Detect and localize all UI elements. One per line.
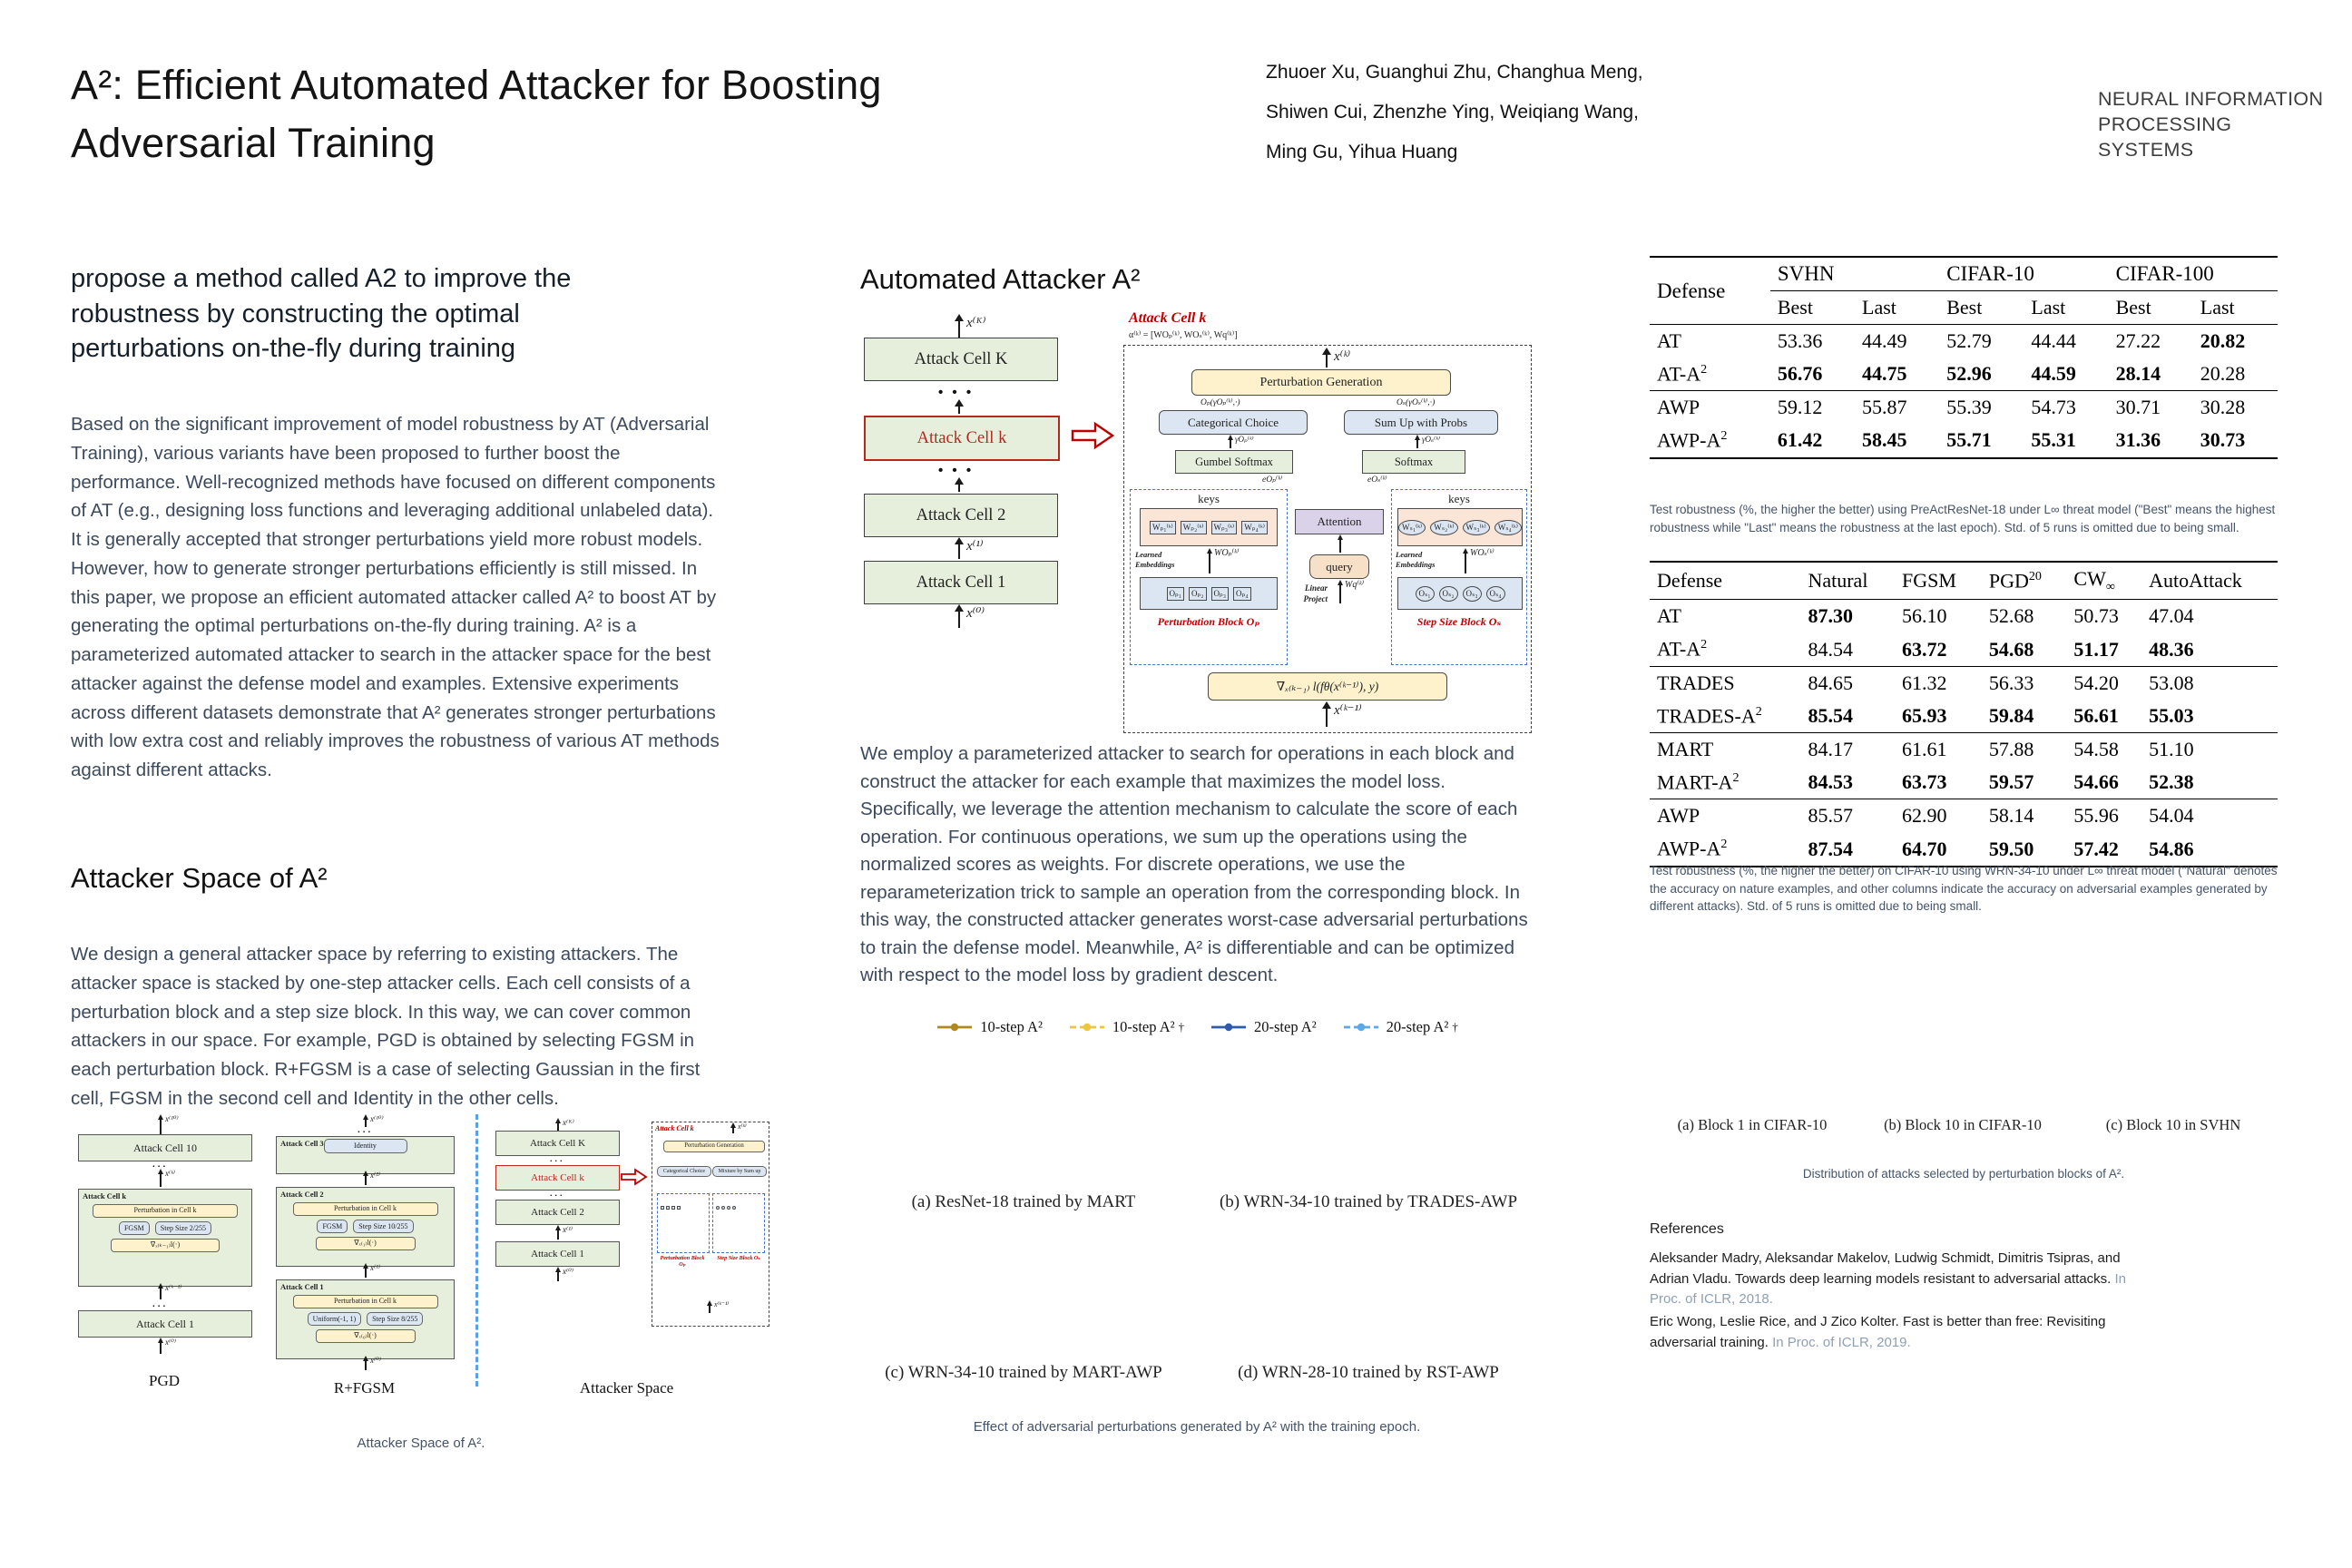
ops-s-box [1397,577,1523,610]
lead-statement: propose a method called A2 to improve the robustness by constructing the optimal perturbations on-the-fly during training [71,264,572,364]
table-row-label: AWP-$A^2$ [1657,837,1728,860]
list-item: Wₛ₁⁽ᵏ⁾ [1398,520,1426,535]
table-cell: 52.38 [2149,770,2194,794]
table-header: Natural [1800,562,1895,600]
reference-2: Eric Wong, Leslie Rice, and J Zico Kolter. Fast is better than free: Revisiting adversarial training. In Proc. of ICLR, 2019. [1650,1314,2106,1350]
table-cell: 87.30 [1808,604,1853,628]
table-cell: 59.57 [1988,770,2034,794]
table-cell: 47.04 [2149,604,2194,628]
table-cell: 56.61 [2073,703,2119,727]
line-chart-legend [860,1018,1534,1036]
section-title-attacker-space: Attacker Space of A² [71,862,328,894]
divider [475,1114,478,1387]
step-size-block: keys Wₛ₁⁽ᵏ⁾ Wₛ₂⁽ᵏ⁾ Wₛ₃⁽ᵏ⁾ Wₛ₄⁽ᵏ⁾ Learned Embeddings WOₛ⁽ᵏ⁾ Oₛ₁ Oₛ₂ Oₛ₃ Oₛ₄ Step Size Block Oₛ [1391,489,1527,665]
table-cell: 52.79 [1946,329,1992,352]
neurips-logo [1960,40,2332,185]
list-item: Wₛ₃⁽ᵏ⁾ [1463,520,1490,535]
table-cell: 54.73 [2024,391,2108,425]
table-row-label: TRADES [1650,666,1800,700]
query-box: query [1309,554,1369,579]
table-cell: 54.20 [2066,666,2141,700]
expand-arrow-icon [1071,419,1114,452]
table-cell: 55.96 [2066,799,2141,833]
space-cell-k: Attack Cell k [495,1165,620,1191]
neurips-logo-icon [1960,40,2101,183]
table-cell: 56.10 [1901,604,1947,628]
table-subheader: Best [1770,291,1855,325]
attention-box: Attention [1295,509,1384,534]
table-row-label: TRADES-$A^2$ [1657,703,1762,728]
softmax-box: Softmax [1362,450,1465,474]
table-cell: 54.58 [2066,733,2141,767]
perturbation-block: keys Wₚ₁⁽ᵏ⁾ Wₚ₂⁽ᵏ⁾ Wₚ₃⁽ᵏ⁾ Wₚ₄⁽ᵏ⁾ Learned Embeddings WOₚ⁽ᵏ⁾ Oₚ₁ Oₚ₂ Oₚ₃ Oₚ₄ Perturbation Block Oₚ [1130,489,1288,665]
chart-caption-a: (a) ResNet-18 trained by MART [911,1192,1136,1211]
attacker-space-text: We design a general attacker space by referring to existing attackers. The attacker space is stacked by one-step attacker cells. Each cell consists of a perturbation block and a step size block. In this way, we can cover common attackers in our space. For example, PGD is obtained by selecting FGSM in each perturbation block. R+FGSM is a case of selecting Gaussian in the first cell, FGSM in the second cell and Identity in the other cells. [71,944,701,1109]
chart-mart-awp [860,1223,1187,1359]
table-cell: 85.57 [1800,799,1895,833]
detail-alpha-formula: α⁽ᵏ⁾ = [WOₚ⁽ᵏ⁾, WOₛ⁽ᵏ⁾, Wq⁽ᵏ⁾] [1129,330,1238,340]
space-cell-1: Attack Cell 1 [495,1241,620,1267]
table-cell: 44.44 [2031,329,2076,352]
table-header: $CW_\infty$ [2066,562,2141,600]
table-cell: 59.50 [1988,837,2034,860]
table-group-header: SVHN [1770,257,1939,291]
table-cell: 30.73 [2200,428,2246,452]
rfgsm-cell-2: Attack Cell 2 Perturbation in Cell k FGSM Step Size 10/255 ∇ₓ₍₁₎l(·) [276,1187,455,1267]
attacker-space-figure: x⁽¹⁰⁾ Attack Cell 10 ... x⁽ᵏ⁾ Attack Cell k Perturbation in Cell k FGSM Step Size 2/255 ∇ₓ₍ₖ₋₁₎l(·) x⁽ᵏ⁻¹⁾ ... Attack Cell 1 x⁽⁰⁾ PGD x⁽¹⁰⁾ ... Attack Cell 3 Identity x⁽²⁾ Attack Cell 2 Perturbation in Cell k FGSM Step Size 10/255 ∇ₓ₍₁₎l(·) x⁽¹⁾ Attack Cell 1 Perturbation in Cell k Uniform(-1, 1) Step Size 8/255 ∇ₓ₍₀₎l(·) x⁽⁰⁾ R+FGSM x⁽ᴷ⁾ Attack Cell K ... Attack Cell k ... Attack Cell 2 x⁽¹⁾ Attack Cell 1 x⁽⁰⁾ Attack Cell k x⁽ᵏ⁾ Perturbation Generation Categorical Choice Mixture by Sum up Perturbation Block Oₚ Step Size Block Oₛ x⁽ᵏ⁻¹⁾ Attacker Space [71,1114,771,1432]
list-item: Wₛ₂⁽ᵏ⁾ [1430,520,1457,535]
table-header: PGD$^{20}$ [1982,562,2067,600]
table-row-label: AWP [1650,391,1770,425]
table-cell: 65.93 [1901,703,1947,727]
table-cell: 54.86 [2149,837,2194,860]
table-cell: 55.03 [2149,703,2194,727]
table-cell: 55.71 [1946,428,1992,452]
table-cell: 56.33 [1982,666,2067,700]
authors-line: Zhuoer Xu, Guanghui Zhu, Changhua Meng, [1266,62,1643,83]
list-item: Oₛ₁ [1416,586,1435,602]
list-item: Oₛ₂ [1439,586,1458,602]
section-title-automated-attacker: Automated Attacker A² [860,263,1141,295]
table-subheader: Last [1855,291,1939,325]
chart-caption-c: (c) WRN-34-10 trained by MART-AWP [885,1363,1162,1382]
table-row-label: MART [1650,733,1800,767]
attacker-space-figure-caption: Attacker Space of A². [357,1436,485,1451]
categorical-choice-box: Categorical Choice [1159,410,1308,435]
ops-p-box [1140,577,1278,610]
expand-arrow-icon [621,1167,648,1187]
detail-title: Attack Cell k [1129,310,1207,326]
rfgsm-label: R+FGSM [333,1379,396,1396]
gradient-box: ∇ₓ₍ₖ₋₁₎ l(fθ(x⁽ᵏ⁻¹⁾), y) [1208,672,1447,701]
reference-1: Aleksander Madry, Aleksandar Makelov, Ludwig Schmidt, Dimitris Tsipras, and Adrian Vladu. Towards deep learning models resistant to adversarial attacks. In Proc. of ICLR, 2018. [1650,1250,2127,1307]
table-header-defense: Defense [1650,257,1770,325]
mini-perturbation-block [657,1193,710,1253]
dist-caption-a: (a) Block 1 in CIFAR-10 [1677,1116,1828,1133]
chart-caption-d: (d) WRN-28-10 trained by RST-AWP [1238,1363,1499,1382]
method-paragraph: We employ a parameterized attacker to search for operations in each block and construct the attacker for each example that maximizes the model loss. Specifically, we leverage the attention mechanism to calculate the score of each operation. For continuous operations, we sum up the operations using the normalized scores as weights. For discrete operations, we use the reparameterization trick to sample an operation from the corresponding block. In this way, the constructed attacker generates worst-case adversarial perturbations to train the defense model. Meanwhile, A² is differentiable and can be optimized with respect to the model loss by gradient descent. [860,743,1528,986]
list-item: Oₛ₃ [1463,586,1482,602]
pgd-cell-1: Attack Cell 1 [78,1310,252,1338]
table-subheader: Best [2109,291,2193,325]
table-row-label: AT [1657,604,1681,628]
attacker-space-label: Attacker Space [579,1379,674,1396]
table-cell: 44.49 [1862,329,1907,352]
legend-label: 10-step A² [1112,1018,1175,1035]
pgd-label: PGD [148,1372,180,1389]
rfgsm-cell-3: Attack Cell 3 Identity [276,1136,455,1174]
distribution-chart-block10-cifar10 [1862,958,2063,1112]
table-cell: 61.32 [1895,666,1982,700]
table-cell: 59.84 [1988,703,2034,727]
table-cell: 20.82 [2200,329,2246,352]
table-header: FGSM [1895,562,1982,600]
list-item: Wₚ₁⁽ᵏ⁾ [1150,521,1176,534]
table-row-label: $AT-A^2$ [1657,362,1708,386]
qr-code [2174,1410,2298,1534]
perturbation-generation-box: Perturbation Generation [1191,369,1451,396]
legend-label: 10-step A² [980,1018,1043,1035]
list-item: Oₚ₃ [1211,587,1230,601]
robustness-table-attacks [1650,561,2278,867]
table-cell: 55.31 [2031,428,2076,452]
sum-up-box: Sum Up with Probs [1344,410,1498,435]
table-subheader: Best [1939,291,2024,325]
table-cell: 44.75 [1862,362,1907,386]
table-group-header: CIFAR-100 [2109,257,2278,291]
keys-s-box [1397,508,1523,546]
table-cell: 55.87 [1855,391,1939,425]
list-item: Wₚ₄⁽ᵏ⁾ [1241,521,1268,534]
table-header: AutoAttack [2141,562,2278,600]
table-cell: 57.88 [1982,733,2067,767]
table-cell: 87.54 [1808,837,1853,860]
chart-rst-awp [1205,1223,1532,1359]
space-cell-K: Attack Cell K [495,1131,620,1156]
table-cell: 27.22 [2115,329,2161,352]
table-subheader: Last [2193,291,2278,325]
table-cell: 50.73 [2073,604,2119,628]
chart-trades-awp [1205,1053,1532,1189]
gumbel-softmax-box: Gumbel Softmax [1175,450,1293,474]
table-cell: 56.76 [1777,362,1823,386]
table-cell: 51.17 [2073,637,2119,661]
mini-ops-p [661,1206,681,1210]
table-cell: 59.12 [1770,391,1855,425]
table-cell: 44.59 [2031,362,2076,386]
table-cell: 61.42 [1777,428,1823,452]
table-cell: 30.71 [2109,391,2193,425]
dist-caption-b: (b) Block 10 in CIFAR-10 [1884,1116,2042,1133]
attack-cell-K: Attack Cell K [864,338,1058,381]
legend-label: 20-step A² [1254,1018,1317,1035]
authors-line: Shiwen Cui, Zhenzhe Ying, Weiqiang Wang, [1266,102,1639,123]
rfgsm-cell-1: Attack Cell 1 Perturbation in Cell k Uniform(-1, 1) Step Size 8/255 ∇ₓ₍₀₎l(·) [276,1279,455,1359]
mini-step-size-block [712,1193,765,1253]
legend-item [1068,1018,1184,1036]
mini-ops-s [716,1206,736,1210]
table-row-label: AWP-$A^2$ [1657,428,1728,452]
chart-mart [860,1053,1187,1189]
table-row-label: AWP [1650,799,1800,833]
table-cell: 85.54 [1808,703,1853,727]
table-cell: 31.36 [2115,428,2161,452]
legend-item [1210,1018,1317,1036]
table-cell: 51.10 [2141,733,2278,767]
abstract-text: Based on the significant improvement of model robustness by AT (Adversarial Training), various variants have been proposed to further boost the performance. Well-recognized methods have focused on different components of AT (e.g., designing loss functions and leveraging additional unlabeled data). It is generally accepted that stronger perturbations yield more robust models. However, how to generate stronger perturbations efficiently is still missed. In this paper, we propose an efficient automated attacker called A² to boost AT by generating the optimal perturbations on-the-fly during training. A² is a parameterized automated attacker to search in the attacker space for the best attacker against the defense model and examples. Extensive experiments across different datasets demonstrate that A² generates stronger perturbations with low extra cost and reliably improves the robustness of various AT methods against different attacks. [71,414,720,781]
legend-label: 20-step A² [1386,1018,1449,1035]
attack-cell-1: Attack Cell 1 [864,561,1058,604]
table-cell: 55.39 [1939,391,2024,425]
chart-caption-b: (b) WRN-34-10 trained by TRADES-AWP [1219,1192,1518,1211]
table-row-label: $AT-A^2$ [1657,637,1708,661]
neurips-logo-text: NEURAL INFORMATION PROCESSING SYSTEMS [2098,88,2324,161]
table-header: Defense [1650,562,1800,600]
dist-caption-c: (c) Block 10 in SVHN [2105,1116,2241,1133]
reference-1-venue: In Proc. of ICLR, 2018. [1650,1270,2127,1307]
reference-2-venue: In Proc. of ICLR, 2019. [1772,1334,1911,1350]
table-group-header: CIFAR-10 [1939,257,2108,291]
table-cell: 54.04 [2141,799,2278,833]
table-cell: 63.72 [1901,637,1947,661]
table-cell: 28.14 [2115,362,2161,386]
references-title: References [1650,1221,1724,1237]
table-cell: 84.17 [1800,733,1895,767]
attack-cell-2: Attack Cell 2 [864,494,1058,537]
list-item: Wₛ₄⁽ᵏ⁾ [1494,520,1522,535]
table-subheader: Last [2024,291,2108,325]
table-cell: 54.66 [2073,770,2119,794]
table-cell: 84.53 [1808,770,1853,794]
space-detail-box: Attack Cell k x⁽ᵏ⁾ Perturbation Generation Categorical Choice Mixture by Sum up Perturbation Block Oₚ Step Size Block Oₛ x⁽ᵏ⁻¹⁾ [652,1122,769,1327]
table-cell: 20.28 [2200,362,2246,386]
list-item: Oₛ₄ [1486,586,1505,602]
pgd-cell-k: Attack Cell k Perturbation in Cell k FGSM Step Size 2/255 ∇ₓ₍ₖ₋₁₎l(·) [78,1189,252,1287]
attack-cell-k: Attack Cell k [864,416,1060,461]
table-cell: 53.08 [2141,666,2278,700]
legend-item [1342,1018,1458,1036]
table-row-label: MART-$A^2$ [1657,770,1740,794]
legend-item [936,1018,1043,1036]
legend-dagger: † [1452,1020,1458,1034]
legend-dagger: † [1178,1020,1184,1034]
table-cell: 54.68 [1988,637,2034,661]
table-cell: 30.28 [2193,391,2278,425]
architecture-figure: x⁽ᴷ⁾ Attack Cell K • • • Attack Cell k • • • Attack Cell 2 x⁽¹⁾ Attack Cell 1 x⁽⁰⁾ Attack Cell k α⁽ᵏ⁾ = [WOₚ⁽ᵏ⁾, WOₛ⁽ᵏ⁾, Wq⁽ᵏ⁾] x⁽ᵏ⁾ Perturbation Generation Oₚ(γOₚ⁽ᵏ⁾,·) Oₛ(γOₛ⁽ᵏ⁾,·) Categorical Choice Sum Up with Probs γOₚ⁽ᵏ⁾ γOₛ⁽ᵏ⁾ Gumbel Softmax Softmax eOₚ⁽ᵏ⁾ eOₛ⁽ᵏ⁾ keys Wₚ₁⁽ᵏ⁾ Wₚ₂⁽ᵏ⁾ Wₚ₃⁽ᵏ⁾ Wₚ₄⁽ᵏ⁾ Learned Embeddings WOₚ⁽ᵏ⁾ Oₚ₁ Oₚ₂ Oₚ₃ Oₚ₄ Perturbation Block Oₚ Attention query Linear Project Wq⁽ᵏ⁾ keys Wₛ₁⁽ᵏ⁾ Wₛ₂⁽ᵏ⁾ Wₛ₃⁽ᵏ⁾ Wₛ₄⁽ᵏ⁾ Learned Embeddings WOₛ⁽ᵏ⁾ Oₛ₁ Oₛ₂ Oₛ₃ Oₛ₄ Step Size Block Oₛ ∇ₓ₍ₖ₋₁₎ l(fθ(x⁽ᵏ⁻¹⁾), y) x⁽ᵏ⁻¹⁾ [860,309,1534,737]
space-cell-2: Attack Cell 2 [495,1200,620,1225]
table-cell: 48.36 [2149,637,2194,661]
line-charts-caption: Effect of adversarial perturbations generated by A² with the training epoch. [973,1419,1421,1435]
table1-caption: Test robustness (%, the higher the better) using PreActResNet-18 under L∞ threat model ("Best" means the highest robustness while "Last" means the robustness at the last epoch). Std. of 5 runs is omitted due to being small. [1650,503,2276,534]
distribution-chart-block10-svhn [2073,958,2274,1112]
table-cell: 58.45 [1862,428,1907,452]
list-item: Oₚ₄ [1233,587,1251,601]
table-cell: 52.68 [1988,604,2034,628]
list-item: Oₚ₁ [1167,587,1185,601]
table-cell: 64.70 [1901,837,1947,860]
pgd-cell-10: Attack Cell 10 [78,1134,252,1161]
table-cell: 57.42 [2073,837,2119,860]
table-cell: 84.65 [1800,666,1895,700]
table-cell: 53.36 [1777,329,1823,352]
distribution-chart-block1-cifar10 [1651,958,1853,1112]
keys-p-box [1140,508,1278,546]
attack-cell-k-detail: x⁽ᵏ⁾ Perturbation Generation Oₚ(γOₚ⁽ᵏ⁾,·) Oₛ(γOₛ⁽ᵏ⁾,·) Categorical Choice Sum Up with Probs γOₚ⁽ᵏ⁾ γOₛ⁽ᵏ⁾ Gumbel Softmax Softmax eOₚ⁽ᵏ⁾ eOₛ⁽ᵏ⁾ keys Wₚ₁⁽ᵏ⁾ Wₚ₂⁽ᵏ⁾ Wₚ₃⁽ᵏ⁾ Wₚ₄⁽ᵏ⁾ Learned Embeddings WOₚ⁽ᵏ⁾ Oₚ₁ Oₚ₂ Oₚ₃ Oₚ₄ Perturbation Block Oₚ Attention query Linear Project Wq⁽ᵏ⁾ keys Wₛ₁⁽ᵏ⁾ Wₛ₂⁽ᵏ⁾ Wₛ₃⁽ᵏ⁾ Wₛ₄⁽ᵏ⁾ Learned Embeddings WOₛ⁽ᵏ⁾ Oₛ₁ Oₛ₂ Oₛ₃ Oₛ₄ Step Size Block Oₛ ∇ₓ₍ₖ₋₁₎ l(fθ(x⁽ᵏ⁻¹⁾), y) x⁽ᵏ⁻¹⁾ [1123,345,1532,733]
list-item: Wₚ₃⁽ᵏ⁾ [1211,521,1238,534]
authors-block [1266,53,1701,172]
distribution-figure-caption: Distribution of attacks selected by perturbation blocks of A². [1802,1167,2125,1181]
authors-line: Ming Gu, Yihua Huang [1266,142,1458,163]
table-cell: 58.14 [1982,799,2067,833]
table-cell: 52.96 [1946,362,1992,386]
table-cell: 63.73 [1901,770,1947,794]
table-cell: 84.54 [1808,637,1853,661]
table-cell: 62.90 [1895,799,1982,833]
robustness-table-datasets [1650,256,2278,459]
poster-title: A²: Efficient Automated Attacker for Boosting Adversarial Training [71,62,882,166]
list-item: Oₚ₂ [1189,587,1207,601]
table-cell: 61.61 [1895,733,1982,767]
table2-caption: Test robustness (%, the higher the better) on CIFAR-10 using WRN-34-10 under L∞ threat model ("Natural" denotes the accuracy on nature examples, and other columns indicate the accuracy on adversarial examples generated by different attacks). Std. of 5 runs is omitted due to being small. [1650,864,2278,914]
table-row-label: AT [1657,329,1681,352]
list-item: Wₚ₂⁽ᵏ⁾ [1181,521,1207,534]
